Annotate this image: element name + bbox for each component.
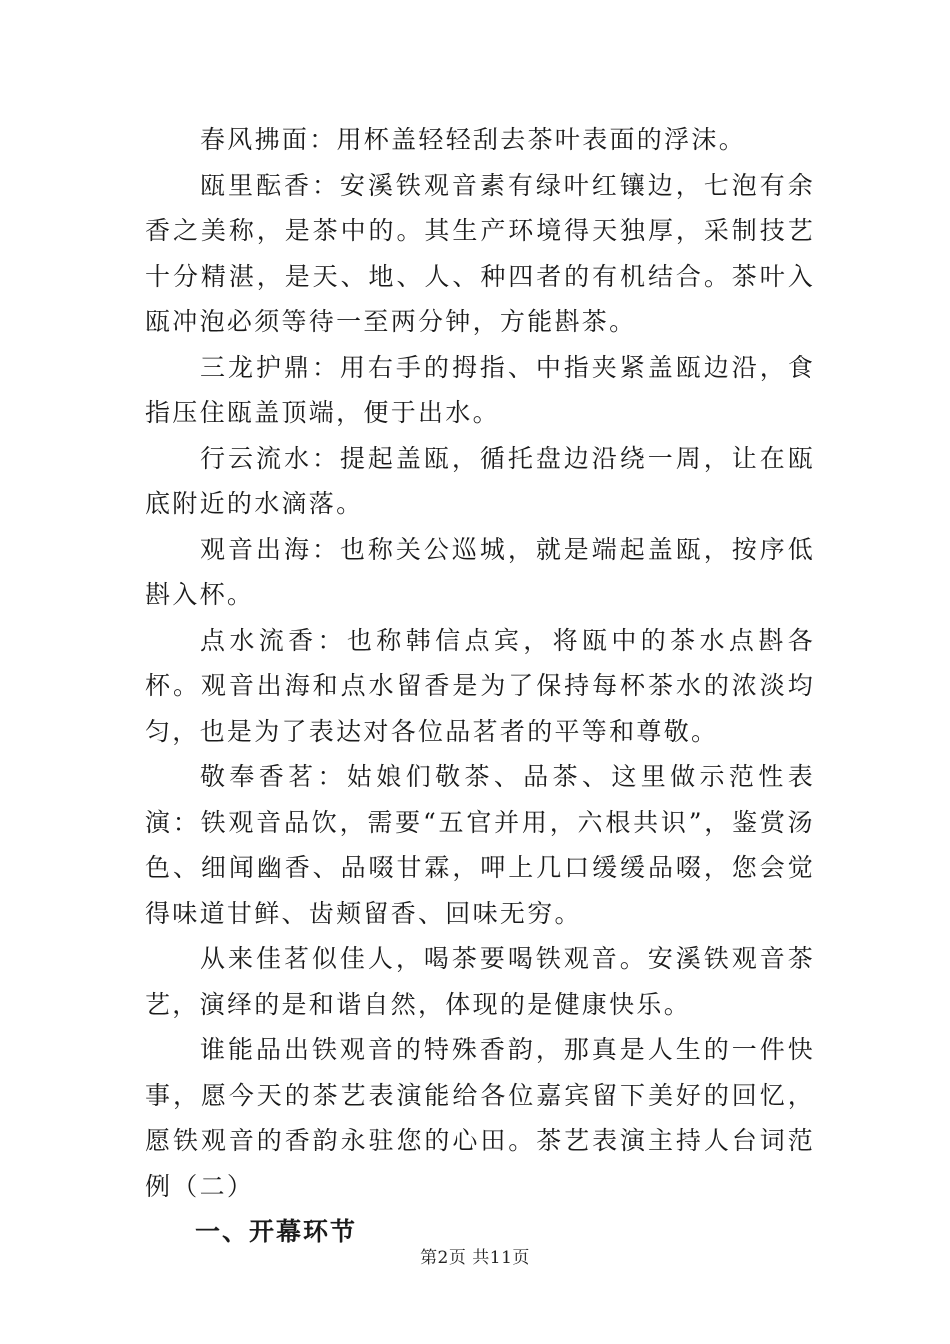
section-heading: 一、开幕环节 [195,1217,358,1246]
paragraph-shuineng: 谁能品出铁观音的特殊香韵，那真是人生的一件快事，愿今天的茶艺表演能给各位嘉宾留下美好的回忆，愿铁观音的香韵永驻您的心田。茶艺表演主持人台词范例（二） [145,1035,815,1201]
document-body [145,117,815,1255]
paragraph-dianshui: 点水流香：也称韩信点宾，将瓯中的茶水点斟各杯。观音出海和点水留香是为了保持每杯茶水的浓淡均匀，也是为了表达对各位品茗者的平等和尊敬。 [145,625,815,746]
page-number-footer: 第2页 共11页 [420,1248,530,1268]
paragraph-chunfeng: 春风拂面：用杯盖轻轻刮去茶叶表面的浮沫。 [200,125,747,154]
paragraph-xingyun: 行云流水：提起盖瓯，循托盘边沿绕一周，让在瓯底附近的水滴落。 [145,443,815,518]
paragraph-ouli: 瓯里酝香：安溪铁观音素有绿叶红镶边，七泡有余香之美称，是茶中的。其生产环境得天独厚，采制技艺十分精湛，是天、地、人、种四者的有机结合。茶叶入瓯冲泡必须等待一至两分钟，方能斟茶。 [145,170,815,336]
paragraph-sanlong: 三龙护鼎：用右手的拇指、中指夹紧盖瓯边沿，食指压住瓯盖顶端，便于出水。 [145,352,815,427]
paragraph-conglai: 从来佳茗似佳人，喝茶要喝铁观音。安溪铁观音茶艺，演绎的是和谐自然，体现的是健康快乐。 [145,944,815,1019]
paragraph-jingfeng: 敬奉香茗：姑娘们敬茶、品茶、这里做示范性表演：铁观音品饮，需要“五官并用，六根共识”，鉴赏汤色、细闻幽香、品啜甘霖，呷上几口缓缓品啜，您会觉得味道甘鲜、齿颊留香、回味无穷。 [145,762,815,928]
paragraph-guanyin: 观音出海：也称关公巡城，就是端起盖瓯，按序低斟入杯。 [145,534,815,609]
